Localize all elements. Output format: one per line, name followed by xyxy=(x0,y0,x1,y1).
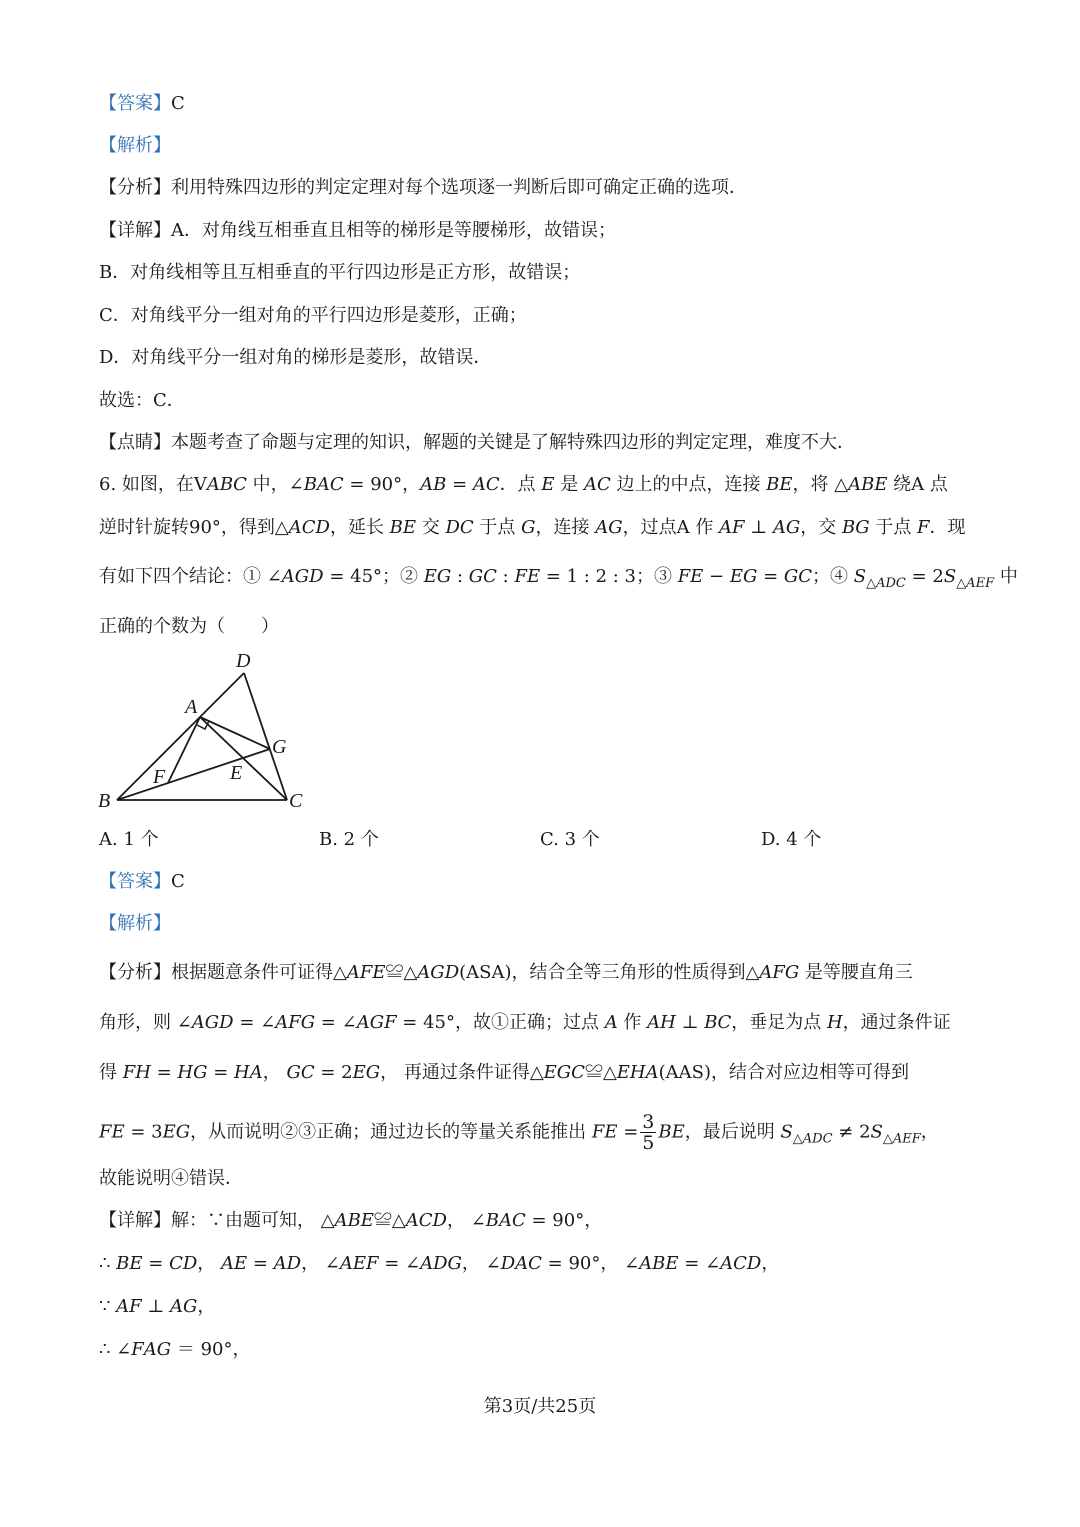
q6-detail-3: ∵ 𝐴𝐹 ⊥ 𝐴𝐺， xyxy=(99,1296,216,1317)
analysis-4-sub-adc: △ADC xyxy=(792,1131,833,1147)
q5-detail-d: D．对角线平分一组对角的梯形是菱形，故错误． xyxy=(99,347,492,368)
analysis-tag: 【分析】 xyxy=(99,962,171,983)
analysis-4-a: 𝐹𝐸 = 3𝐸𝐺，从而说明②③正确；通过边长的等量关系能推出 𝐹𝐸 = xyxy=(99,1121,639,1143)
analysis-tag: 【分析】 xyxy=(99,177,171,198)
analysis-4-sub-aef: △AEF xyxy=(882,1131,921,1147)
analysis-text-1: 根据题意条件可证得△𝐴𝐹𝐸≌△𝐴𝐺𝐷(ASA)，结合全等三角形的性质得到△𝐴𝐹𝐺 是等腰直角三 xyxy=(171,962,913,983)
segment-ad xyxy=(200,673,244,717)
geometry-figure xyxy=(90,645,330,820)
q6-stem-line4: 正确的个数为（ ） xyxy=(99,616,279,637)
label-d: D xyxy=(236,650,251,672)
comment-tag: 【点睛】 xyxy=(99,432,171,453)
line3-text-b: = 2𝑆 xyxy=(905,566,957,587)
q5-answer xyxy=(99,92,185,116)
segment-ag xyxy=(200,717,270,749)
label-e: E xyxy=(230,762,243,784)
q5-jiexi: 【解析】 xyxy=(99,135,171,156)
q6-detail-4: ∴ ∠𝐹𝐴𝐺 ＝ 90°， xyxy=(99,1339,251,1360)
q6-jiexi: 【解析】 xyxy=(99,913,171,934)
option-b: B. 2 个 xyxy=(319,829,379,850)
line3-text-c: 中 xyxy=(994,566,1018,587)
answer-tag: 【答案】 xyxy=(99,93,171,114)
page-footer: 第3页/共25页 xyxy=(483,1396,597,1417)
q6-stem-line1: 6. 如图，在V𝐴𝐵𝐶 中，∠𝐵𝐴𝐶 = 90°，𝐴𝐵 = 𝐴𝐶．点 𝐸 是 𝐴𝐶 边上的中点，连接 𝐵𝐸，将 △𝐴𝐵𝐸 绕A 点 xyxy=(99,474,948,495)
q6-answer xyxy=(99,870,185,894)
option-d: D. 4 个 xyxy=(761,829,822,850)
q6-analysis-1 xyxy=(99,961,913,985)
q6-detail-1 xyxy=(99,1209,602,1233)
fraction-denominator: 5 xyxy=(642,1132,655,1154)
fraction-three-fifths xyxy=(640,1112,656,1153)
line3-sub-aef: △AEF xyxy=(956,576,995,591)
label-a: A xyxy=(185,696,198,718)
line3-sub-adc: △ADC xyxy=(866,576,906,591)
q5-detail-c: C．对角线平分一组对角的平行四边形是菱形，正确； xyxy=(99,305,527,326)
label-f: F xyxy=(153,766,166,788)
q6-detail-2: ∴ 𝐵𝐸 = 𝐶𝐷， 𝐴𝐸 = 𝐴𝐷， ∠𝐴𝐸𝐹 = ∠𝐴𝐷𝐺， ∠𝐷𝐴𝐶 = 90°， ∠𝐴𝐵𝐸 = ∠𝐴𝐶𝐷， xyxy=(99,1253,780,1274)
q5-detail-b: B．对角线相等且互相垂直的平行四边形是正方形，故错误； xyxy=(99,262,581,283)
q6-stem-line3 xyxy=(99,565,1018,596)
segment-bg xyxy=(117,749,270,800)
q5-choose: 故选：C． xyxy=(99,390,185,411)
fraction-numerator: 3 xyxy=(642,1111,655,1133)
line3-text-a: 有如下四个结论：① ∠𝐴𝐺𝐷 = 45°；② 𝐸𝐺 : 𝐺𝐶 : 𝐹𝐸 = 1 : 2 : 3；③ 𝐹𝐸 − 𝐸𝐺 = 𝐺𝐶；④ 𝑆 xyxy=(99,566,867,587)
q6-analysis-4 xyxy=(99,1112,939,1160)
detail-tag: 【详解】 xyxy=(99,220,171,241)
analysis-4-c: ≠ 2𝑆 xyxy=(832,1121,883,1143)
detail-text-1: 解：∵由题可知， △𝐴𝐵𝐸≌△𝐴𝐶𝐷， ∠𝐵𝐴𝐶 = 90°， xyxy=(171,1210,603,1231)
q5-analysis xyxy=(99,176,747,200)
analysis-text: 利用特殊四边形的判定定理对每个选项逐一判断后即可确定正确的选项． xyxy=(171,177,747,198)
detail-a-text: A．对角线互相垂直且相等的梯形是等腰梯形，故错误； xyxy=(171,220,616,241)
option-a: A. 1 个 xyxy=(99,829,159,850)
right-angle-mark xyxy=(197,721,209,729)
q6-analysis-5: 故能说明④错误． xyxy=(99,1168,243,1189)
answer-value: C xyxy=(171,871,185,892)
label-b: B xyxy=(98,790,111,812)
q5-comment xyxy=(99,431,855,455)
analysis-4-d: ， xyxy=(920,1121,939,1143)
option-c: C. 3 个 xyxy=(540,829,600,850)
q6-analysis-3: 得 𝐹𝐻 = 𝐻𝐺 = 𝐻𝐴， 𝐺𝐶 = 2𝐸𝐺， 再通过条件证得△𝐸𝐺𝐶≌△𝐸𝐻𝐴(AAS)，结合对应边相等可得到 xyxy=(99,1062,910,1083)
answer-value: C xyxy=(171,93,185,114)
label-g: G xyxy=(272,736,287,758)
q5-detail-a xyxy=(99,219,616,243)
analysis-4-b: 𝐵𝐸，最后说明 𝑆 xyxy=(658,1121,793,1143)
label-c: C xyxy=(289,790,303,812)
answer-tag: 【答案】 xyxy=(99,871,171,892)
detail-tag: 【详解】 xyxy=(99,1210,171,1231)
q6-stem-line2: 逆时针旋转90°，得到△𝐴𝐶𝐷，延长 𝐵𝐸 交 𝐷𝐶 于点 𝐺，连接 𝐴𝐺，过点A 作 𝐴𝐹 ⊥ 𝐴𝐺，交 𝐵𝐺 于点 𝐹．现 xyxy=(99,517,966,538)
q6-analysis-2: 角形，则 ∠𝐴𝐺𝐷 = ∠𝐴𝐹𝐺 = ∠𝐴𝐺𝐹 = 45°，故①正确；过点 𝐴 作 𝐴𝐻 ⊥ 𝐵𝐶，垂足为点 𝐻，通过条件证 xyxy=(99,1012,951,1033)
comment-text: 本题考查了命题与定理的知识，解题的关键是了解特殊四边形的判定定理，难度不大． xyxy=(171,432,855,453)
